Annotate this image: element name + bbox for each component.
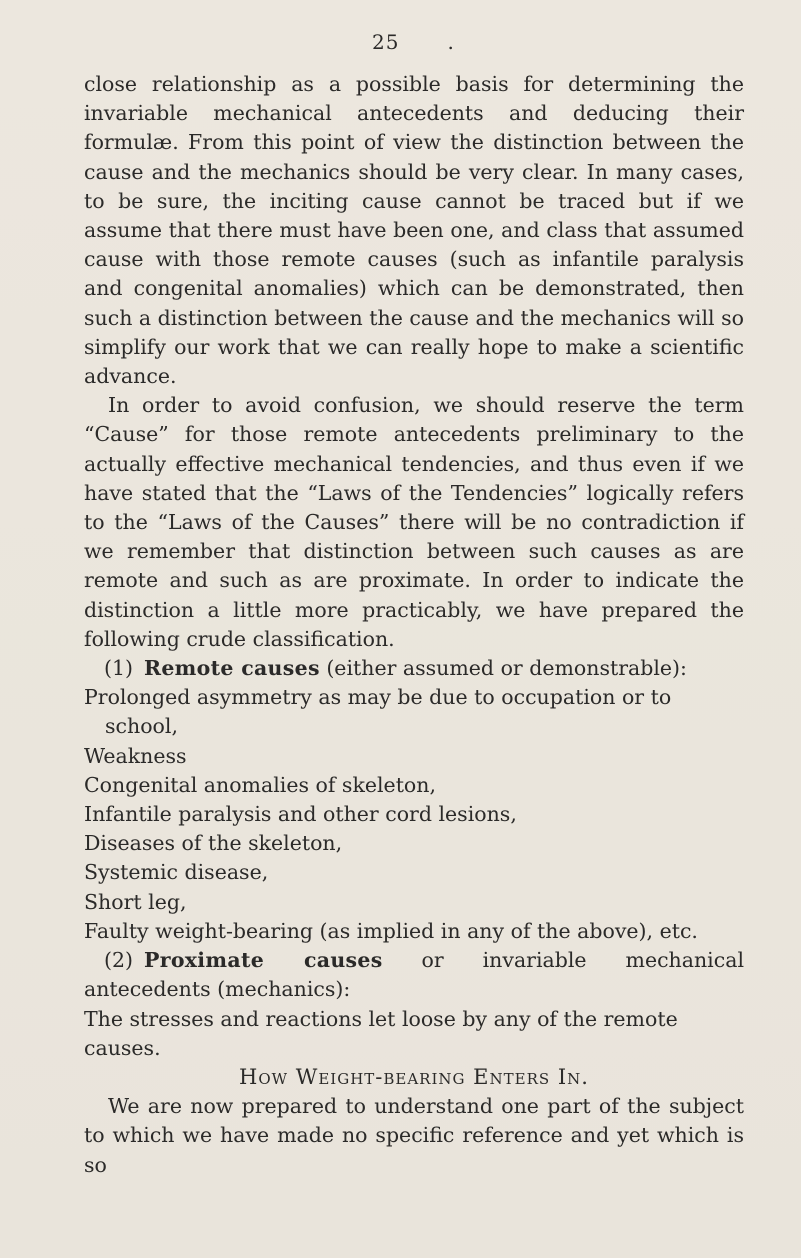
remote-cause-item: Congenital anomalies of skeleton,: [84, 772, 436, 797]
page-mark: .: [447, 30, 455, 54]
proximate-cause-text: The stresses and reactions let loose by any of the remote causes.: [84, 1006, 678, 1060]
list-number-2: (2): [104, 948, 134, 973]
list-heading-remote-rest: (either assumed or demonstrable):: [319, 656, 687, 681]
remote-cause-item: Diseases of the skeleton,: [84, 831, 343, 856]
list-item-proximate-causes: [84, 946, 744, 1004]
remote-cause-item: Infantile paralysis and other cord lesions,: [84, 802, 517, 827]
remote-cause-item: Faulty weight-bearing (as implied in any of the above), etc.: [84, 918, 698, 943]
section-heading: How Weight-bearing Enters In.: [239, 1064, 589, 1089]
paragraph-2: In order to avoid confusion, we should reserve the term “Cause” for those remote antecedents preliminary to the actually effective mechanical tendencies, and thus even if we have stated that the “Laws of the Tendencies” logically refers to the “Laws of the Causes” there will be no contradiction if we remember that distinction between such causes as are remote and such as are proximate. In order to indicate the distinction a little more practicably, we have prepared the following crude classification.: [84, 393, 744, 651]
list-item-remote-causes: [84, 654, 744, 683]
page-number: [372, 30, 455, 54]
list-heading-remote: Remote causes: [144, 656, 320, 681]
list-heading-proximate: Proximate causes: [144, 948, 383, 973]
remote-cause-item: Prolonged asymmetry as may be due to occupation or to school,: [84, 685, 672, 739]
list-number-1: (1): [104, 656, 134, 681]
page-number-value: 25: [372, 30, 400, 54]
paragraph-1: close relationship as a possible basis for determining the invariable mechanical antecedents and deducing their formulæ. From this point of view the distinction between the cause and the mechanics should be very clear. In many cases, to be sure, the inciting cause cannot be traced but if we assume that there must have been one, and class that assumed cause with those remote causes (such as infantile paralysis and congenital anomalies) which can be demonstrated, then such a distinction between the cause and the mechanics will so simplify our work that we can really hope to make a scientific advance.: [84, 72, 744, 389]
remote-cause-item: Systemic disease,: [84, 860, 269, 885]
body-text: [84, 70, 744, 1180]
remote-cause-item: Weakness: [84, 743, 187, 768]
paragraph-3: We are now prepared to understand one part of the subject to which we have made no specific reference and yet which is so: [84, 1094, 744, 1177]
list-heading-proximate-rest: or invariable mechanical antecedents (mechanics):: [84, 948, 745, 1002]
remote-cause-item: Short leg,: [84, 889, 187, 914]
